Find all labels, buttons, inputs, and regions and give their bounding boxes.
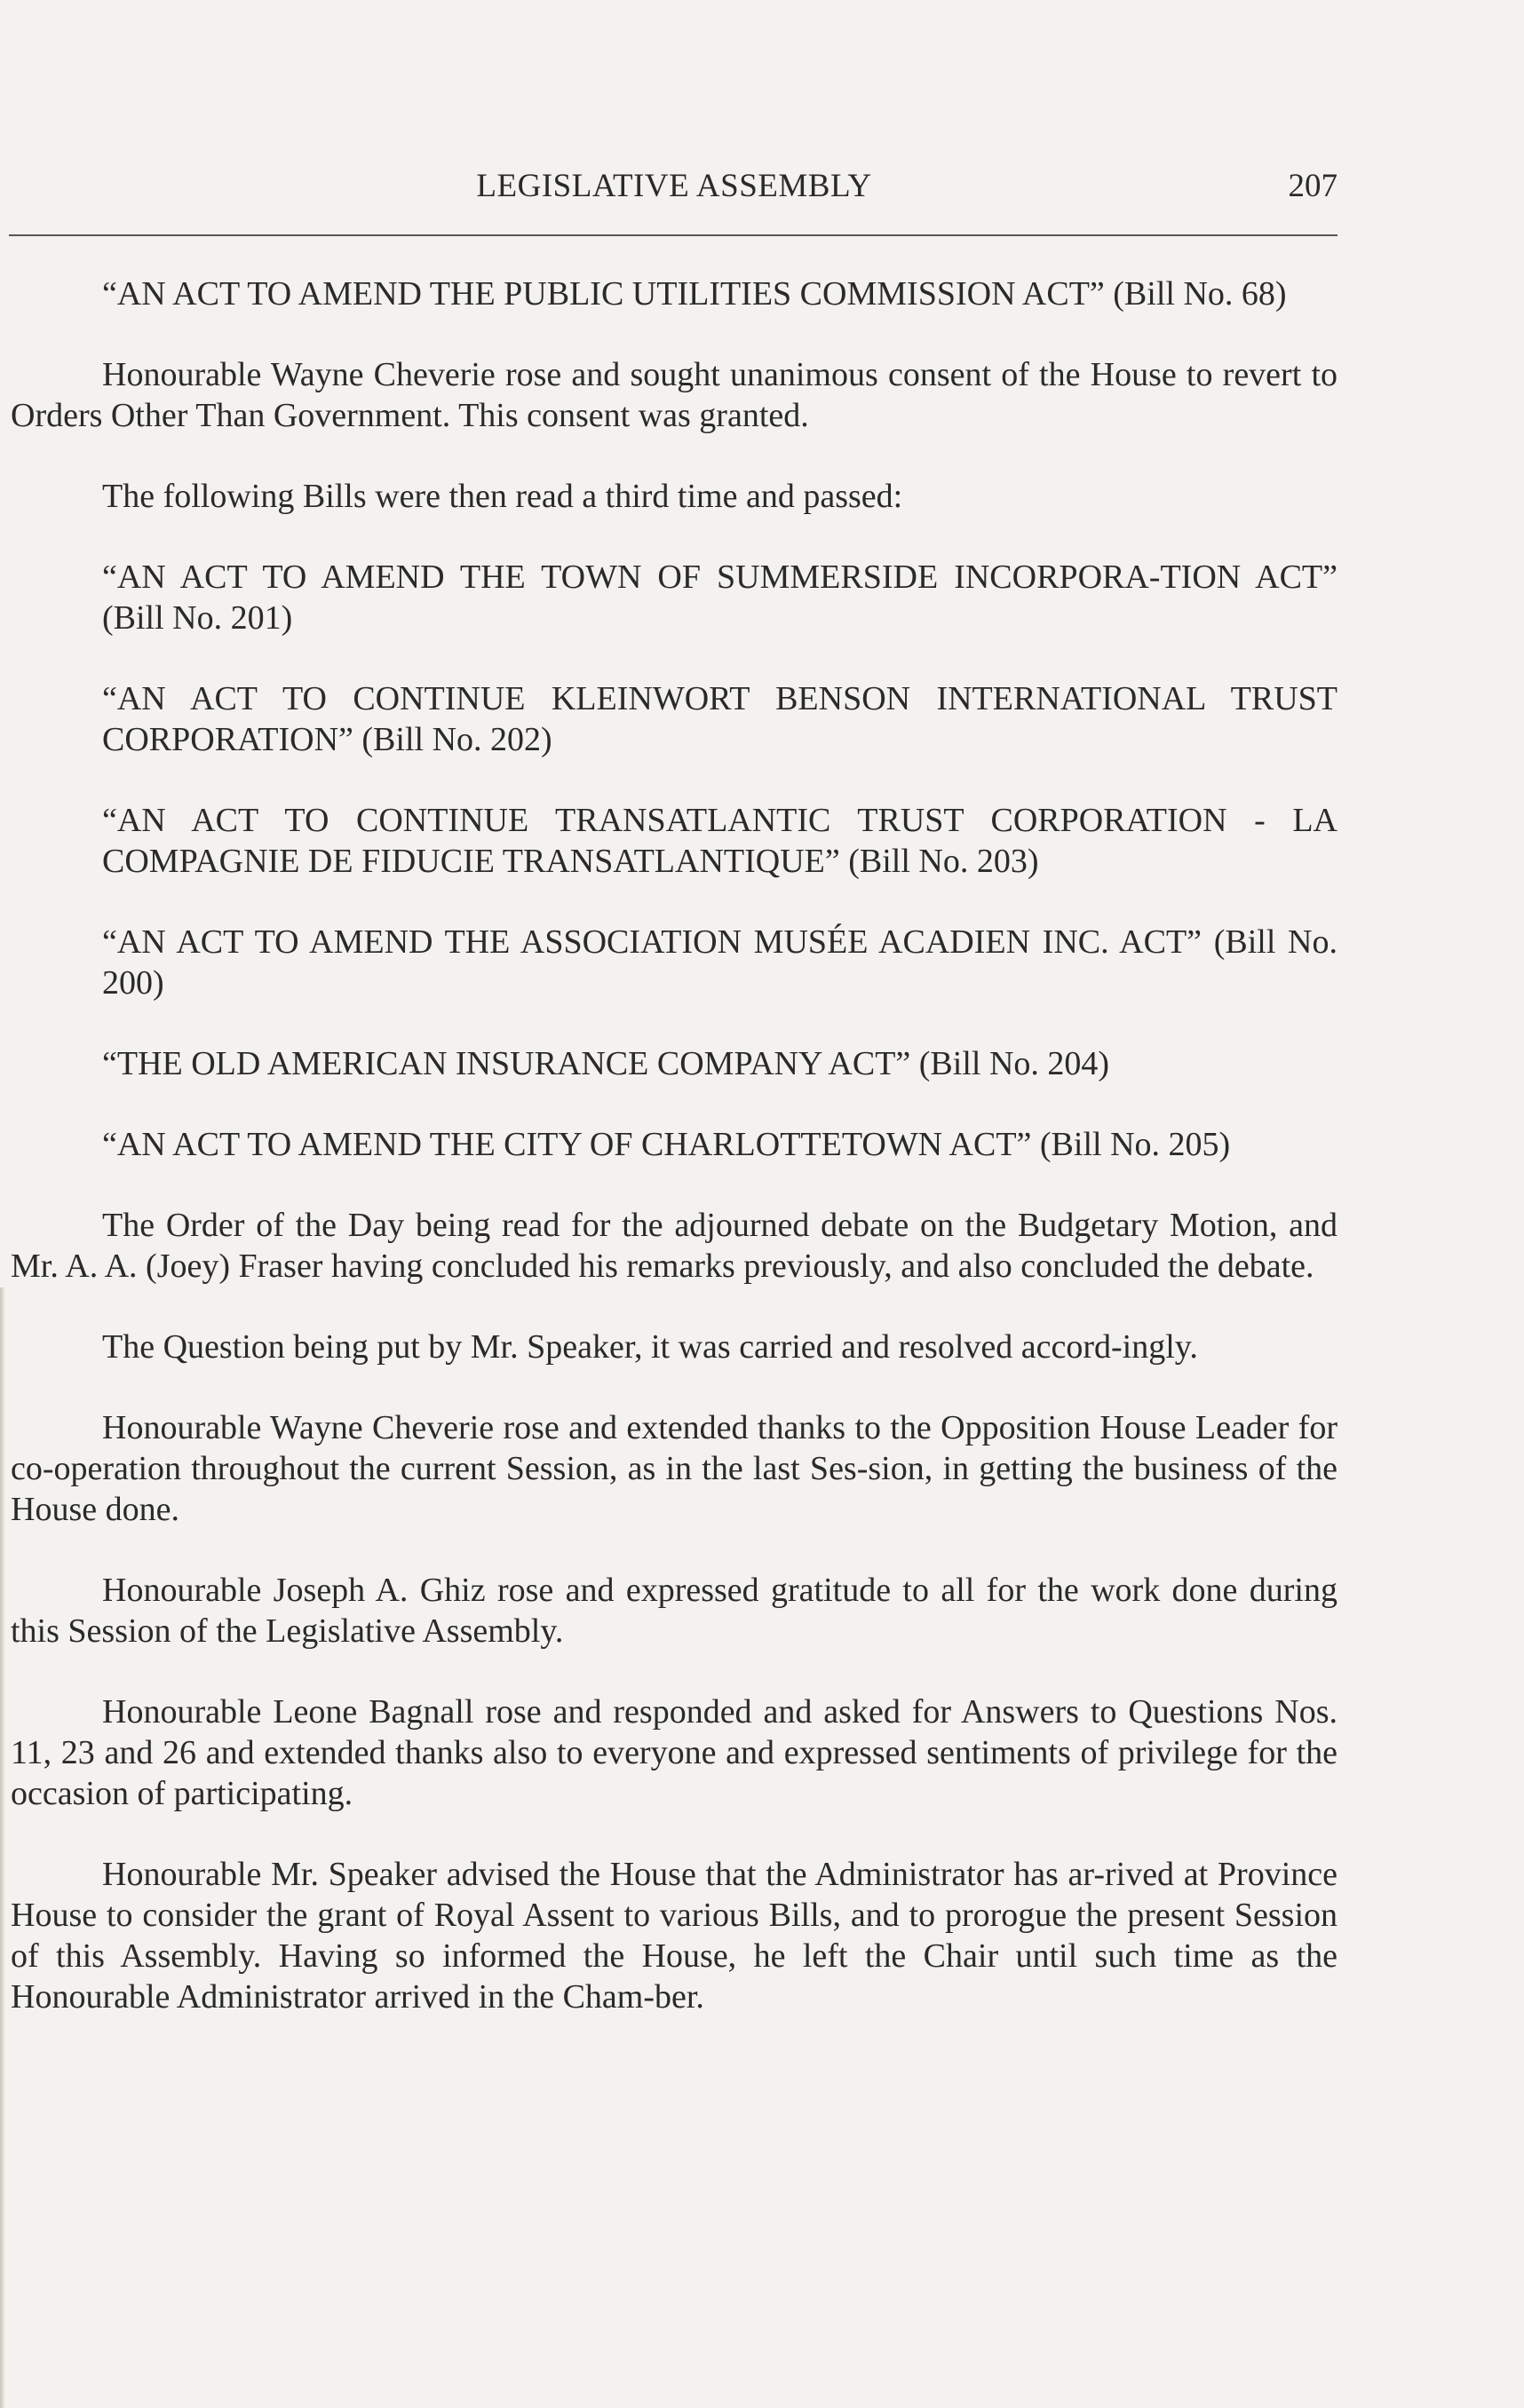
bill-title: “AN ACT TO CONTINUE KLEINWORT BENSON INTERNATIONAL TRUST CORPORATION” (Bill No. 202) <box>102 680 1337 758</box>
header-rule <box>9 234 1337 236</box>
bill-title: “THE OLD AMERICAN INSURANCE COMPANY ACT” (Bill No. 204) <box>102 1045 1110 1082</box>
page-header <box>11 162 1337 215</box>
bill-title: “AN ACT TO AMEND THE ASSOCIATION MUSÉE ACADIEN INC. ACT” (Bill No. 200) <box>102 923 1337 1002</box>
bill-title: “AN ACT TO AMEND THE CITY OF CHARLOTTETOWN ACT” (Bill No. 205) <box>102 1126 1231 1163</box>
paragraph: Honourable Wayne Cheverie rose and extended thanks to the Opposition House Leader for co-operation throughout the current Session, as in the last Ses-sion, in getting the business of the House done. <box>11 1409 1337 1528</box>
paragraph: The Order of the Day being read for the adjourned debate on the Budgetary Motion, and Mr. A. A. (Joey) Fraser having concluded his remarks previously, and also concluded the debate. <box>11 1207 1337 1285</box>
page-body <box>11 273 1337 2057</box>
paragraph: Honourable Wayne Cheverie rose and sought unanimous consent of the House to revert to Orders Other Than Government. This consent was granted. <box>11 356 1337 434</box>
paragraph: Honourable Joseph A. Ghiz rose and expressed gratitude to all for the work done during this Session of the Legislative Assembly. <box>11 1572 1337 1650</box>
paragraph: The Question being put by Mr. Speaker, it was carried and resolved accord-ingly. <box>102 1328 1198 1366</box>
paragraph: The following Bills were then read a third time and passed: <box>102 478 903 515</box>
paragraph: Honourable Mr. Speaker advised the House that the Administrator has ar-rived at Province House to consider the grant of Royal Assent to various Bills, and to prorogue the present Session of this Assembly. Having so informed the House, he left the Chair until such time as the Honourable Administrator arrived in the Cham-ber. <box>11 1856 1337 2016</box>
binding-shadow <box>0 1287 5 2408</box>
bill-title: “AN ACT TO AMEND THE PUBLIC UTILITIES COMMISSION ACT” (Bill No. 68) <box>102 275 1287 313</box>
running-head: LEGISLATIVE ASSEMBLY <box>476 168 872 204</box>
paragraph: Honourable Leone Bagnall rose and responded and asked for Answers to Questions Nos. 11, 23 and 26 and extended thanks also to everyone and expressed sentiments of privilege for the occasion of participating. <box>11 1693 1337 1812</box>
page-number: 207 <box>1288 168 1337 204</box>
bill-title: “AN ACT TO CONTINUE TRANSATLANTIC TRUST CORPORATION - LA COMPAGNIE DE FIDUCIE TRANSATLANTIQUE” (Bill No. 203) <box>102 802 1337 880</box>
bill-title: “AN ACT TO AMEND THE TOWN OF SUMMERSIDE INCORPORA-TION ACT” (Bill No. 201) <box>102 558 1337 637</box>
